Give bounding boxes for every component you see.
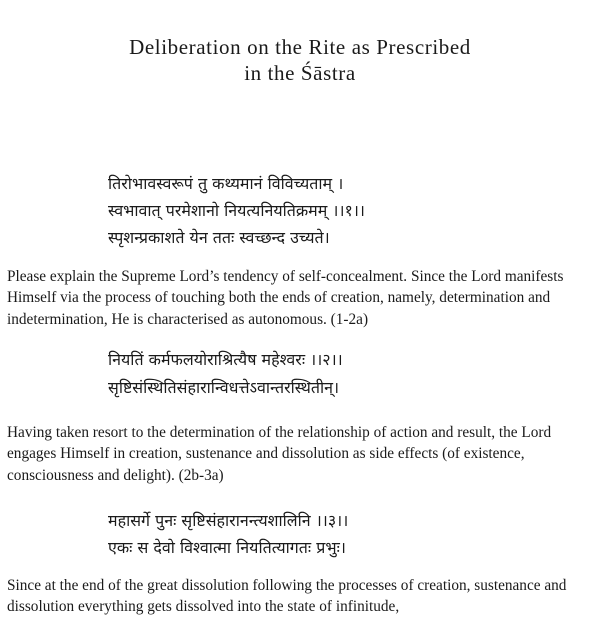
verse-1-line-1: तिरोभावस्वरूपं तु कथ्यमानं विविच्यताम् । bbox=[108, 174, 344, 193]
verse-2-line-2: सृष्टिसंस्थितिसंहारान्विधत्तेऽवान्तरस्थितीन्। bbox=[108, 378, 340, 397]
chapter-title-line-2: in the Śāstra bbox=[244, 61, 356, 85]
verse-3-line-1: महासर्गे पुनः सृष्टिसंहारानन्त्यशालिनि ।।३।। bbox=[108, 511, 349, 530]
verse-1-line-2: स्वभावात् परमेशानो नियत्यनियतिक्रमम् ।।१।। bbox=[108, 201, 365, 220]
translation-paragraph-2: Having taken resort to the determination of the relationship of action and result, the Lord engages Himself in creation, sustenance and dissolution as side effects (of existence, consciousness and delight). (2b-3a) bbox=[7, 424, 552, 484]
verse-1-line-3: स्पृशन्प्रकाशते येन ततः स्वच्छन्द उच्यते। bbox=[108, 228, 330, 247]
verse-3-line-2: एकः स देवो विश्वात्मा नियतित्यागतः प्रभुः। bbox=[108, 538, 346, 557]
translation-paragraph-1: Please explain the Supreme Lord’s tendency of self-concealment. Since the Lord manifests Himself via the process of touching both the ends of creation, namely, determination and indetermination, He is characterised as autonomous. (1-2a) bbox=[7, 268, 564, 328]
verse-2-line-1: नियतिं कर्मफलयोराश्रित्यैष महेश्वरः ।।२।। bbox=[108, 350, 343, 369]
translation-paragraph-3: Since at the end of the great dissolution following the processes of creation, sustenance and dissolution everything gets dissolved into the state of infinitude, bbox=[7, 577, 567, 616]
chapter-title-line-1: Deliberation on the Rite as Prescribed bbox=[129, 35, 471, 59]
